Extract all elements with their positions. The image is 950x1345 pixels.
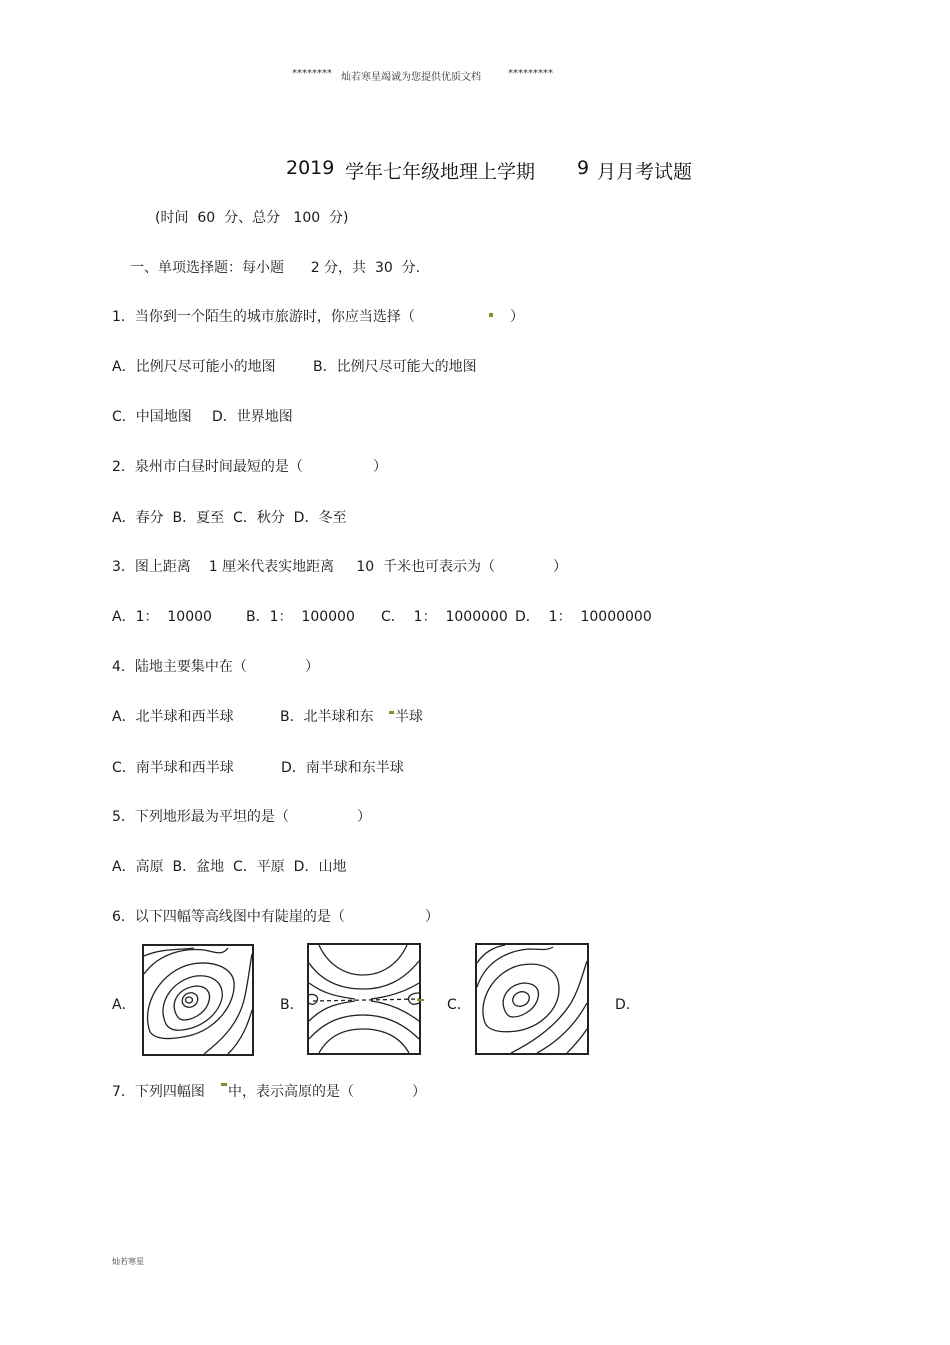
- question-3-close: ）: [553, 559, 567, 575]
- contour-map-a: [142, 944, 256, 1058]
- title-tail: 月月考试题: [597, 161, 693, 183]
- question-1-close: ）: [510, 309, 524, 325]
- question-2-close: ）: [373, 459, 387, 475]
- question-1: 1．当你到一个陌生的城市旅游时，你应当选择（: [112, 309, 415, 325]
- question-7-tail: 中，表示高原的是（: [228, 1084, 354, 1100]
- q2-options: A．春分 B．夏至 C．秋分 D．冬至: [112, 510, 347, 526]
- question-6: 6．以下四幅等高线图中有陡崖的是（: [112, 909, 345, 925]
- contour-map-b: [307, 943, 425, 1057]
- stray-mark: [489, 313, 494, 318]
- question-4-close: ）: [305, 659, 319, 675]
- question-2: 2．泉州市白昼时间最短的是（: [112, 459, 303, 475]
- question-3: 3．图上距离 1 厘米代表实地距离 10 千米也可表示为（: [112, 559, 496, 575]
- q3-option-b: B．1： 100000: [246, 609, 355, 625]
- title-month: 9: [577, 157, 590, 179]
- question-5: 5．下列地形最为平坦的是（: [112, 809, 289, 825]
- q1-option-b: B．比例尺尽可能大的地图: [313, 359, 477, 375]
- header-text: 灿若寒星竭诚为您提供优质文档: [341, 72, 481, 83]
- question-7: 7．下列四幅图: [112, 1084, 205, 1100]
- q4-option-d: D．南半球和东半球: [281, 760, 404, 776]
- title-year: 2019: [286, 157, 335, 179]
- q6-option-c: C．: [447, 997, 471, 1013]
- question-4: 4．陆地主要集中在（: [112, 659, 247, 675]
- header-stars-left: ********: [292, 68, 332, 79]
- q6-option-a: A．: [112, 997, 136, 1013]
- time-line: (时间 60 分、总分 100 分): [155, 210, 349, 226]
- stray-mark: [221, 1083, 228, 1087]
- header-stars-right: *********: [508, 68, 553, 79]
- q3-option-a: A．1： 10000: [112, 609, 212, 625]
- q4-option-b: B．北半球和东: [280, 709, 374, 725]
- q1-option-d: D．世界地图: [212, 409, 293, 425]
- page-title: 学年七年级地理上学期: [345, 161, 536, 183]
- q4-option-a: A．北半球和西半球: [112, 709, 234, 725]
- q1-option-a: A．比例尺尽可能小的地图: [112, 359, 276, 375]
- q4-option-c: C．南半球和西半球: [112, 760, 234, 776]
- section-heading: 一、单项选择题：每小题 2 分，共 30 分.: [130, 260, 421, 276]
- question-7-close: ）: [412, 1084, 426, 1100]
- q6-option-d: D．: [615, 997, 640, 1013]
- q3-option-c: C． 1： 1000000: [381, 609, 508, 625]
- q1-option-c: C．中国地图: [112, 409, 192, 425]
- q6-option-b: B．: [280, 997, 304, 1013]
- question-5-close: ）: [357, 809, 371, 825]
- question-6-close: ）: [425, 909, 439, 925]
- q4-option-b-tail: 半球: [395, 709, 423, 725]
- q5-options: A．高原 B．盆地 C．平原 D．山地: [112, 859, 347, 875]
- footer-text: 灿若寒星: [112, 1257, 144, 1266]
- contour-map-c: [475, 943, 591, 1057]
- q3-option-d: D． 1： 10000000: [515, 609, 652, 625]
